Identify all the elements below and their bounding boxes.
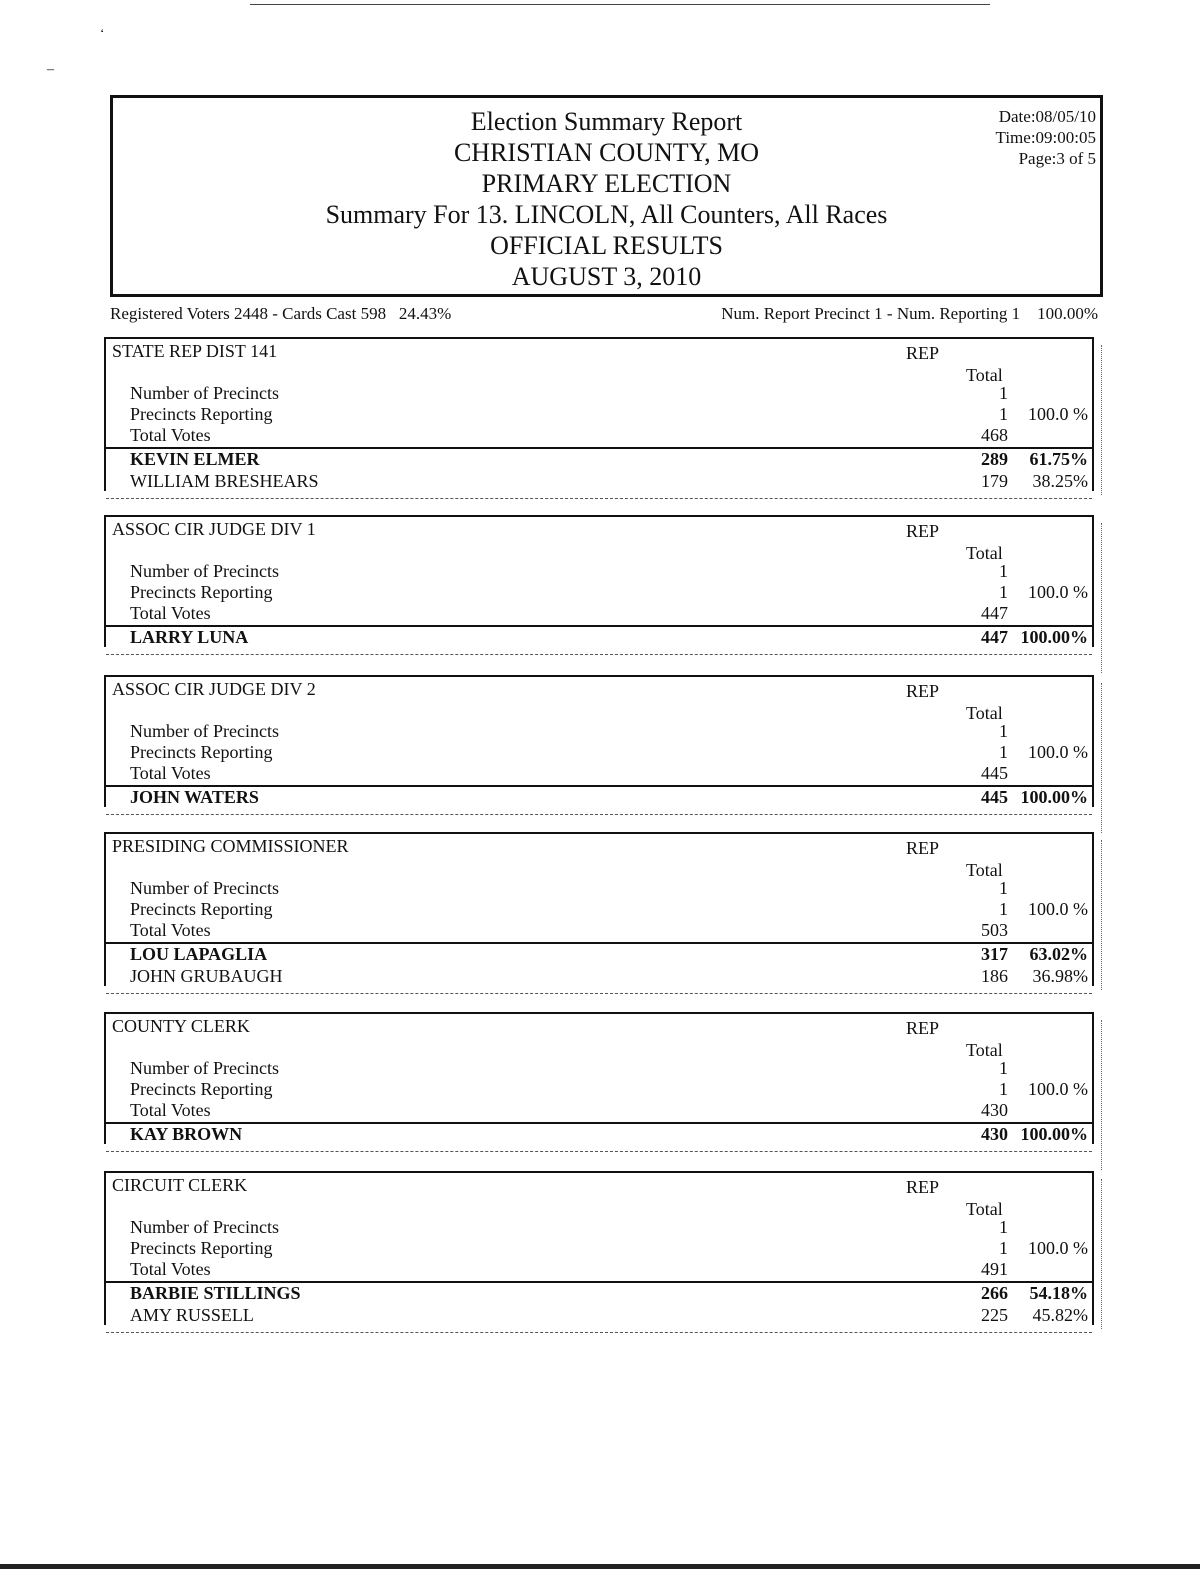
candidate-row	[130, 787, 1088, 809]
row-value: 1	[999, 899, 1008, 919]
report-page: Page:3 of 5	[1018, 149, 1096, 168]
report-date: Date:08/05/10	[998, 107, 1096, 126]
scan-artifact	[1101, 840, 1102, 990]
total-header: Total	[966, 365, 1003, 385]
row-percent: 100.00%	[1020, 1124, 1088, 1144]
scan-artifact	[1101, 523, 1102, 673]
row-label: WILLIAM BRESHEARS	[130, 470, 319, 491]
report-title	[113, 106, 1100, 292]
row-value: 1	[999, 878, 1008, 898]
row-value: 1	[999, 582, 1008, 602]
row-value: 503	[981, 920, 1008, 940]
row-value: 1	[999, 1238, 1008, 1258]
scan-mark: –	[47, 62, 54, 77]
total-header: Total	[966, 543, 1003, 563]
row-label: Number of Precincts	[130, 561, 279, 581]
row-label: Number of Precincts	[130, 878, 279, 898]
row-label: Total Votes	[130, 425, 211, 445]
row-value: 1	[999, 1217, 1008, 1237]
race-block	[104, 832, 1094, 986]
race-title: STATE REP DIST 141	[112, 341, 278, 361]
row-value: 447	[981, 627, 1008, 647]
row-percent: 100.00%	[1020, 627, 1088, 647]
stat-row	[130, 721, 1088, 743]
scan-mark: ߵ	[100, 29, 105, 44]
row-percent: 100.0 %	[1028, 899, 1088, 919]
row-label: LOU LAPAGLIA	[130, 944, 268, 964]
row-percent: 38.25%	[1032, 470, 1088, 491]
total-header: Total	[966, 860, 1003, 880]
race-bottom-rule	[106, 993, 1092, 994]
row-value: 1	[999, 1058, 1008, 1078]
row-label: Precincts Reporting	[130, 899, 273, 919]
row-label: Precincts Reporting	[130, 1238, 273, 1258]
row-label: Number of Precincts	[130, 1058, 279, 1078]
race-block	[104, 1171, 1094, 1325]
title-line: AUGUST 3, 2010	[511, 262, 702, 291]
candidate-row	[130, 1124, 1088, 1146]
title-line: Summary For 13. LINCOLN, All Counters, All Races	[325, 200, 888, 229]
report-meta	[996, 106, 1096, 169]
stat-row	[130, 1238, 1088, 1260]
stat-row	[130, 899, 1088, 921]
row-label: Total Votes	[130, 1259, 211, 1279]
race-block	[104, 1012, 1094, 1144]
race-block	[104, 675, 1094, 807]
row-label: Precincts Reporting	[130, 1079, 273, 1099]
scan-artifact	[1101, 1179, 1102, 1329]
scan-artifact	[1101, 1020, 1102, 1170]
row-label: JOHN GRUBAUGH	[130, 965, 283, 986]
row-label: Number of Precincts	[130, 383, 279, 403]
scan-artifact	[1101, 683, 1102, 833]
row-value: 1	[999, 404, 1008, 424]
race-title: PRESIDING COMMISSIONER	[112, 836, 349, 856]
row-label: Total Votes	[130, 603, 211, 623]
candidate-row	[130, 966, 1088, 988]
candidate-row	[130, 627, 1088, 649]
race-title: CIRCUIT CLERK	[112, 1175, 248, 1195]
report-header	[110, 95, 1103, 297]
total-header: Total	[966, 1040, 1003, 1060]
row-value: 186	[981, 965, 1008, 986]
candidate-row	[130, 1305, 1088, 1327]
title-line: OFFICIAL RESULTS	[490, 231, 723, 260]
row-value: 289	[981, 449, 1008, 469]
row-label: Total Votes	[130, 1100, 211, 1120]
stat-row	[130, 742, 1088, 764]
race-bottom-rule	[106, 498, 1092, 499]
stat-row	[130, 404, 1088, 426]
row-label: Total Votes	[130, 920, 211, 940]
stat-row	[130, 1079, 1088, 1101]
row-value: 266	[981, 1283, 1008, 1303]
candidate-row	[130, 1283, 1088, 1305]
row-label: LARRY LUNA	[130, 627, 249, 647]
row-percent: 63.02%	[1029, 944, 1088, 964]
row-value: 491	[981, 1259, 1008, 1279]
row-value: 430	[981, 1124, 1008, 1144]
scan-artifact	[1101, 345, 1102, 495]
row-value: 468	[981, 425, 1008, 445]
row-value: 225	[981, 1304, 1008, 1325]
row-label: AMY RUSSELL	[130, 1304, 254, 1325]
row-percent: 45.82%	[1032, 1304, 1088, 1325]
party-label: REP	[906, 681, 940, 701]
stat-row	[130, 878, 1088, 900]
row-value: 445	[981, 787, 1008, 807]
stat-row	[130, 763, 1088, 785]
title-line: PRIMARY ELECTION	[481, 169, 732, 198]
stat-row	[130, 383, 1088, 405]
row-value: 317	[981, 944, 1008, 964]
reporting-summary: Num. Report Precinct 1 - Num. Reporting 1 100.00%	[721, 304, 1098, 323]
candidate-row	[130, 944, 1088, 966]
row-label: KAY BROWN	[130, 1124, 243, 1144]
registered-voters-summary: Registered Voters 2448 - Cards Cast 598 24.43%	[110, 304, 452, 323]
row-label: Precincts Reporting	[130, 582, 273, 602]
candidate-row	[130, 449, 1088, 471]
race-block	[104, 515, 1094, 647]
row-percent: 54.18%	[1029, 1283, 1088, 1303]
stat-row	[130, 1100, 1088, 1122]
stat-row	[130, 582, 1088, 604]
race-title: COUNTY CLERK	[112, 1016, 250, 1036]
row-value: 430	[981, 1100, 1008, 1120]
report-time: Time:09:00:05	[995, 128, 1096, 147]
row-value: 1	[999, 1079, 1008, 1099]
race-title: ASSOC CIR JUDGE DIV 2	[112, 679, 316, 699]
row-label: Precincts Reporting	[130, 404, 273, 424]
row-label: Number of Precincts	[130, 1217, 279, 1237]
row-value: 1	[999, 383, 1008, 403]
candidate-row	[130, 471, 1088, 493]
scan-edge-top	[250, 4, 990, 6]
stat-row	[130, 425, 1088, 447]
row-percent: 100.0 %	[1028, 1079, 1088, 1099]
row-percent: 100.0 %	[1028, 1238, 1088, 1258]
party-label: REP	[906, 521, 940, 541]
row-label: Precincts Reporting	[130, 742, 273, 762]
race-bottom-rule	[106, 1151, 1092, 1152]
row-value: 179	[981, 470, 1008, 491]
row-value: 1	[999, 561, 1008, 581]
stat-row	[130, 1217, 1088, 1239]
party-label: REP	[906, 838, 940, 858]
stat-row	[130, 920, 1088, 942]
row-value: 447	[981, 603, 1008, 623]
title-line: Election Summary Report	[470, 107, 743, 136]
row-label: KEVIN ELMER	[130, 449, 260, 469]
row-label: BARBIE STILLINGS	[130, 1283, 301, 1303]
stat-row	[130, 1259, 1088, 1281]
party-label: REP	[906, 1018, 940, 1038]
row-label: Number of Precincts	[130, 721, 279, 741]
party-label: REP	[906, 1177, 940, 1197]
row-percent: 100.0 %	[1028, 404, 1088, 424]
row-value: 1	[999, 742, 1008, 762]
stat-row	[130, 603, 1088, 625]
row-percent: 100.0 %	[1028, 742, 1088, 762]
race-title: ASSOC CIR JUDGE DIV 1	[112, 519, 316, 539]
race-bottom-rule	[106, 654, 1092, 655]
race-block	[104, 337, 1094, 491]
row-value: 1	[999, 721, 1008, 741]
total-header: Total	[966, 1199, 1003, 1219]
row-percent: 61.75%	[1029, 449, 1088, 469]
row-label: JOHN WATERS	[130, 787, 259, 807]
title-line: CHRISTIAN COUNTY, MO	[453, 138, 760, 167]
row-percent: 100.00%	[1020, 787, 1088, 807]
party-label: REP	[906, 343, 940, 363]
stat-row	[130, 1058, 1088, 1080]
race-bottom-rule	[106, 1332, 1092, 1333]
scan-edge-bottom	[0, 1564, 1200, 1569]
row-percent: 100.0 %	[1028, 582, 1088, 602]
row-percent: 36.98%	[1032, 965, 1088, 986]
stat-row	[130, 561, 1088, 583]
row-value: 445	[981, 763, 1008, 783]
race-bottom-rule	[106, 814, 1092, 815]
total-header: Total	[966, 703, 1003, 723]
row-label: Total Votes	[130, 763, 211, 783]
